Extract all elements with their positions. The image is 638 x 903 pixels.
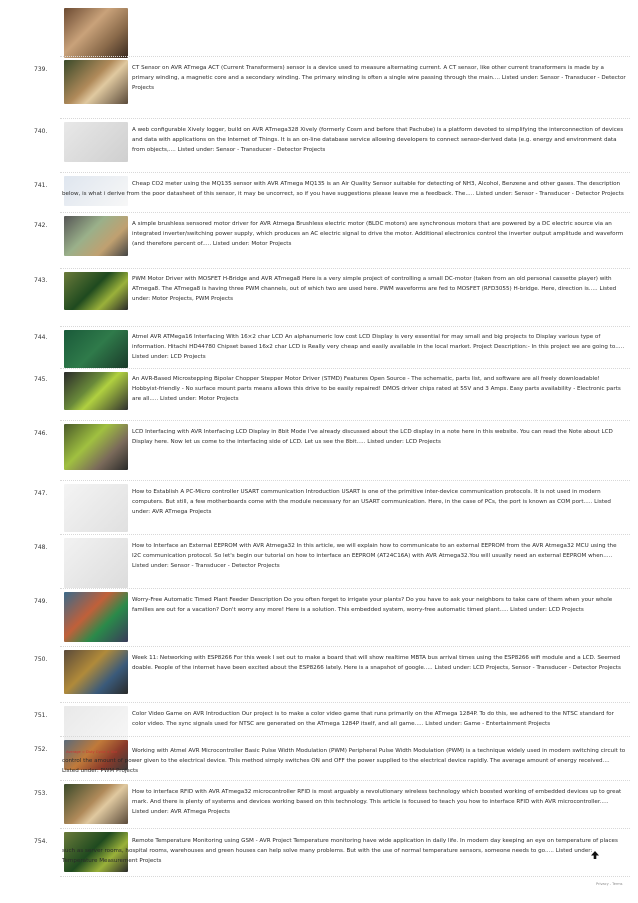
entry-divider	[60, 420, 630, 421]
entry-description[interactable]: Working with Atmel AVR Microcontroller Basic Pulse Width Modulation (PWM) Peripheral Pulse Width Modulation (PWM) is a technique widely used in modern switching circuit to control the amount of power given to the electrical device. This method simply switches ON and OFF the power supplied to the electrical device rapidly. The average amount of energy received.... Listed under: PWM Projects	[62, 748, 626, 774]
entry-description[interactable]: Atmel AVR ATMega16 Interfacing With 16×2 char LCD An alphanumeric low cost LCD Display is very essential for may small and big projects to Display various type of information. Hitachi HD44780 Chipset based 16x2 char LCD is Really very cheap and easily available in the local market. Project Description:- In this project we are going to..... Listed under: LCD Projects	[132, 334, 625, 360]
entry-description[interactable]: Remote Temperature Monitoring using GSM - AVR Project Temperature monitoring have wide application in daily life. In modern day keeping an eye on temperature of places such as server rooms, hospital rooms, warehouses and green houses can help solve many problems. But with the use of normal temperature sensors, someone needs to go..... Listed under: Temperature Measurement Projects	[62, 838, 618, 864]
project-thumbnail[interactable]	[64, 60, 128, 104]
entry-divider	[60, 534, 630, 535]
entry-divider	[60, 876, 630, 877]
entry-divider	[60, 212, 630, 213]
entry-divider	[60, 702, 630, 703]
entry-divider	[60, 828, 630, 829]
entry-number: 752.	[34, 746, 48, 753]
entry-number: 742.	[34, 222, 48, 229]
entry-number: 747.	[34, 490, 48, 497]
entry-description[interactable]: Worry-Free Automatic Timed Plant Feeder Description Do you often forget to irrigate your plants? Do you have to ask your neighbors to take care of them when your whole families are out for a vacation? Don't worry any more! Here is a solution. This embedded system, worry-free automatic timed plant..... Listed under: LCD Projects	[132, 597, 613, 613]
entry-description[interactable]: Color Video Game on AVR Introduction Our project is to make a color video game that runs primarily on the ATmega 1284P. To do this, we adhered to the NTSC standard for color video. The sync signals used for NTSC are generated on the ATmega 1284P itself, and all game..... Listed under: Game - Entertainment Projects	[132, 711, 614, 727]
project-thumbnail[interactable]	[64, 484, 128, 532]
project-thumbnail[interactable]	[64, 592, 128, 642]
project-thumbnail[interactable]	[64, 650, 128, 694]
entry-number: 739.	[34, 66, 48, 73]
project-thumbnail[interactable]	[64, 122, 128, 162]
entry-description[interactable]: Cheap CO2 meter using the MQ135 sensor with AVR ATmega MQ135 is an Air Quality Sensor suitable for detecting of NH3, Alcohol, Benzene and other gases. The description below, is what i derive from the poor datasheet of this sensor, it may be uncorrect, so if you have suggestions please leave me a feedback. The..... Listed under: Sensor - Transducer - Detector Projects	[62, 181, 624, 197]
entry-description[interactable]: How to Establish A PC-Micro controller USART communication Introduction USART is one of the primitive inter-device communication protocols. It is not used in modern computers. But still, a few motherboards come with the module necessary for an USART communication. Here, in the case of PCs, the port is known as COM port..... Listed under: AVR ATmega Projects	[132, 489, 611, 515]
entry-number: 744.	[34, 334, 48, 341]
entry-divider	[60, 588, 630, 589]
project-thumbnail[interactable]	[64, 538, 128, 588]
entry-divider	[60, 172, 630, 173]
entry-number: 750.	[34, 656, 48, 663]
project-thumbnail[interactable]	[64, 784, 128, 824]
entry-number: 741.	[34, 182, 48, 189]
entry-description[interactable]: A simple brushless sensored motor driver for AVR Atmega Brushless electric motor (BLDC motors) are synchronous motors that are powered by a DC electric source via an integrated inverter/switching power supply, which produces an AC electric signal to drive the motor. Additional electronics control the inverter output amplitude and waveform (and therefore percent of..... Listed under: Motor Projects	[132, 221, 624, 247]
entry-number: 753.	[34, 790, 48, 797]
entry-number: 751.	[34, 712, 48, 719]
footer-links[interactable]: Privacy - Terms	[596, 882, 623, 886]
entry-description[interactable]: PWM Motor Driver with MOSFET H-Bridge and AVR ATmega8 Here is a very simple project of controlling a small DC-motor (taken from an old personal cassette player) with ATmega8. The ATmega8 is having three PWM channels, out of which two are used here. PWM waveforms are fed to MOSFET (RFD3055) H-bridge. Here, direction is..... Listed under: Motor Projects, PWM Projects	[132, 276, 617, 302]
entry-divider	[60, 780, 630, 781]
entry-description[interactable]: CT Sensor on AVR ATmega ACT (Current Transformers) sensor is a device used to measure alternating current. A CT sensor, like other current transformers is made by a primary winding, a magnetic core and a secondary winding. The primary winding is often a single wire passing through the main.... Listed under: Sensor - Transducer - Detector Projects	[132, 65, 626, 91]
entry-description[interactable]: LCD Interfacing with AVR Interfacing LCD Display in 8bit Mode I've already discussed about the LCD display in a note here in this website. You can read the Note about LCD Display here. Now let us come to the interfacing side of LCD. Let us see the 8bit..... Listed under: LCD Projects	[132, 429, 613, 445]
entry-number: 754.	[34, 838, 48, 845]
entry-number: 743.	[34, 277, 48, 284]
project-thumbnail[interactable]	[64, 330, 128, 368]
project-thumbnail[interactable]	[64, 372, 128, 410]
entry-divider	[60, 646, 630, 647]
scroll-to-top-icon[interactable]	[590, 850, 600, 860]
entry-description[interactable]: An AVR-Based Microstepping Bipolar Chopper Stepper Motor Driver (STMD) Features Open Source - The schematic, parts list, and software are all freely downloadable! Hobbyist-friendly - No surface mount parts means allows this drive to be easily repaired! DMOS driver chips rated at 55V and 3 Amps. Easy parts availability - Electronic parts are all..... Listed under: Motor Projects	[132, 376, 621, 402]
entry-divider	[60, 56, 630, 57]
entry-divider	[60, 736, 630, 737]
project-thumbnail[interactable]	[64, 272, 128, 310]
entry-number: 748.	[34, 544, 48, 551]
entry-number: 746.	[34, 430, 48, 437]
project-thumbnail[interactable]	[64, 8, 128, 58]
project-thumbnail[interactable]	[64, 424, 128, 470]
entry-number: 745.	[34, 376, 48, 383]
entry-number: 740.	[34, 128, 48, 135]
entry-description[interactable]: How to Interface an External EEPROM with AVR Atmega32 In this article, we will explain how to communicate to an external EEPROM from the AVR Atmega32 MCU using the I2C communication protocol. So let's begin our tutorial on how to interface an EEPROM (AT24C16A) with AVR Atmega32.You will usually need an external EEPROM when..... Listed under: Sensor - Transducer - Detector Projects	[132, 543, 617, 569]
thumbnail-caption: Average = Duty Cycle × Vcc	[66, 750, 118, 754]
entry-divider	[60, 368, 630, 369]
entry-description[interactable]: A web configurable Xively logger, build on AVR ATmega328 Xively (formerly Cosm and before that Pachube) is a platform devoted to simplifying the interconnection of devices and data with applications on the Internet of Things. It is an on-line database service allowing developers to connect sensor-derived data (e.g. energy and environment data from objects,.... Listed under: Sensor - Transducer - Detector Projects	[132, 127, 624, 153]
project-thumbnail[interactable]	[64, 216, 128, 256]
entry-number: 749.	[34, 598, 48, 605]
entry-divider	[60, 326, 630, 327]
entry-description[interactable]: How to interface RFID with AVR ATmega32 microcontroller RFID is most arguably a revolutionary wireless technology which boosted working of embedded devices up to great mark. And there is plenty of systems and devices working based on this technology. This article is focused to teach you how to interface RFID with AVR microcontroller..... Listed under: AVR ATmega Projects	[132, 789, 622, 815]
entry-description[interactable]: Week 11: Networking with ESP8266 For this week I set out to make a board that will show realtime MBTA bus arrival times using the ESP8266 wifi module and a LCD. Seemed doable. People of the internet have been excited about the ESP8266 lately. Here is a snapshot of google..... Listed under: LCD Projects, Sensor - Transducer - Detector Projects	[132, 655, 621, 671]
entry-divider	[60, 268, 630, 269]
entry-divider	[60, 118, 630, 119]
entry-divider	[60, 480, 630, 481]
